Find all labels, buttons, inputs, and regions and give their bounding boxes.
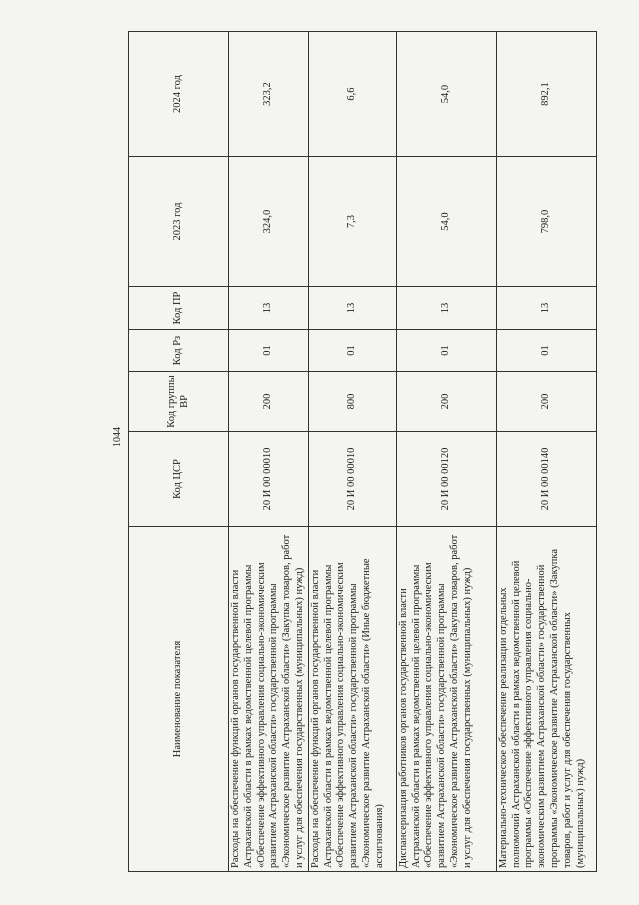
- header-year-2024: 2024 год: [129, 32, 229, 157]
- row-csr: 20 И 00 00140: [496, 432, 596, 527]
- header-year-2023: 2023 год: [129, 157, 229, 287]
- table-row: [396, 32, 496, 872]
- budget-table: [128, 31, 597, 872]
- header-indicator-name: Наименование показателя: [129, 527, 229, 872]
- page-number: 1044: [112, 427, 123, 447]
- header-rz-code: Код Рз: [129, 330, 229, 372]
- row-2024: 323,2: [229, 32, 309, 157]
- row-pr: 13: [308, 287, 396, 330]
- row-2023: 54,0: [396, 157, 496, 287]
- row-2024: 54,0: [396, 32, 496, 157]
- row-pr: 13: [229, 287, 309, 330]
- row-vr: 200: [229, 372, 309, 432]
- row-csr: 20 И 00 00120: [396, 432, 496, 527]
- table-header-row: [129, 32, 229, 872]
- table-row: [308, 32, 396, 872]
- header-vr-code: Код группы ВР: [129, 372, 229, 432]
- row-rz: 01: [229, 330, 309, 372]
- row-vr: 800: [308, 372, 396, 432]
- row-name: Расходы на обеспечение функций органов государственной власти Астраханской области в рамках ведомственной целевой программы «Обеспечение эффективного управления социально-экономическим развитием Астраханской области» государственной программы «Экономическое развитие Астраханской области» (Закупка товаров, работ и услуг для обеспечения государственных (муниципальных) нужд): [229, 527, 309, 872]
- row-csr: 20 И 00 00010: [308, 432, 396, 527]
- row-rz: 01: [396, 330, 496, 372]
- table-row: [496, 32, 596, 872]
- rotated-table-container: [128, 32, 586, 872]
- row-name: Диспансеризация работников органов государственной власти Астраханской области в рамках ведомственной целевой программы «Обеспечение эффективного управления социально-экономическим развитием Астраханской области» государственной программы «Экономическое развитие Астраханской области» (Закупка товаров, работ и услуг для обеспечения государственных (муниципальных) нужд): [396, 527, 496, 872]
- row-2023: 7,3: [308, 157, 396, 287]
- table-row: [229, 32, 309, 872]
- row-2024: 892,1: [496, 32, 596, 157]
- row-rz: 01: [496, 330, 596, 372]
- row-2023: 798,0: [496, 157, 596, 287]
- row-pr: 13: [496, 287, 596, 330]
- row-rz: 01: [308, 330, 396, 372]
- row-name: Материально-техническое обеспечение реализации отдельных полномочий Астраханской области в рамках ведомственной целевой программы «Обеспечение эффективного управления социально-экономическим развитием Астраханской области» государственной программы «Экономическое развитие Астраханской области» (Закупка товаров, работ и услуг для обеспечения государственных (муниципальных) нужд): [496, 527, 596, 872]
- row-vr: 200: [396, 372, 496, 432]
- row-csr: 20 И 00 00010: [229, 432, 309, 527]
- header-csr-code: Код ЦСР: [129, 432, 229, 527]
- row-vr: 200: [496, 372, 596, 432]
- row-2023: 324,0: [229, 157, 309, 287]
- row-2024: 6,6: [308, 32, 396, 157]
- row-pr: 13: [396, 287, 496, 330]
- header-pr-code: Код ПР: [129, 287, 229, 330]
- row-name: Расходы на обеспечение функций органов государственной власти Астраханской области в рамках ведомственной целевой программы «Обеспечение эффективного управления социально-экономическим развитием Астраханской области» государственной программы «Экономическое развитие Астраханской области» (Иные бюджетные ассигнования): [308, 527, 396, 872]
